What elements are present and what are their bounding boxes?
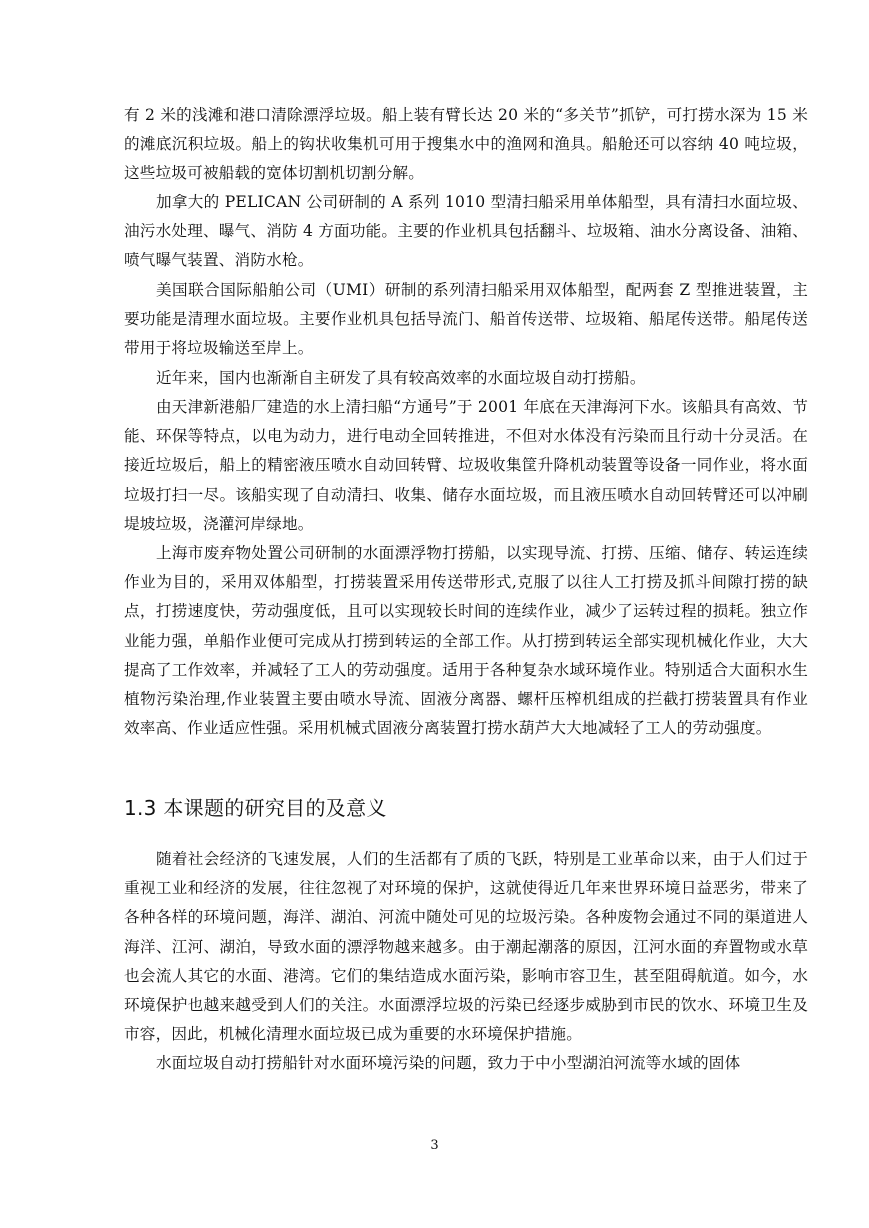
paragraph-4: 近年来，国内也渐渐自主研发了具有较高效率的水面垃圾自动打捞船。 <box>156 369 646 387</box>
section-heading: 1.3 本课题的研究目的及意义 <box>124 796 387 820</box>
paragraph-6: 上海市废弃物处置公司研制的水面漂浮物打捞船，以实现导流、打捞、压缩、储存、转运连续作业为目的，采用双体船型，打捞装置采用传送带形式,克服了以往人工打捞及抓斗间隙打捞的缺点，打捞速度快，劳动强度低，且可以实现较长时间的连续作业，减少了运转过程的损耗。独立作业能力强，单船作业便可完成从打捞到转运的全部工作。从打捞到转运全部实现机械化作业，大大提高了工作效率，并减轻了工人的劳动强度。适用于各种复杂水域环境作业。特别适合大面积水生植物污染治理,作业装置主要由喷水导流、固液分离器、螺杆压榨机组成的拦截打捞装置具有作业效率高、作业适应性强。采用机械式固液分离装置打捞水葫芦大大地减轻了工人的劳动强度。 <box>124 544 808 738</box>
paragraph-3: 美国联合国际船舶公司（UMI）研制的系列清扫船采用双体船型，配两套 Z 型推进装置，主要功能是清理水面垃圾。主要作业机具包括导流门、船首传送带、垃圾箱、船尾传送带。船尾传送带用于将垃圾输送至岸上。 <box>124 281 808 358</box>
paragraph-1: 有 2 米的浅滩和港口清除漂浮垃圾。船上装有臂长达 20 米的“多关节”抓铲，可打捞水深为 15 米的滩底沉积垃圾。船上的钩状收集机可用于搜集水中的渔网和渔具。船舱还可以容纳 40 吨垃圾，这些垃圾可被船载的宽体切割机切割分解。 <box>124 106 808 183</box>
paragraph-2: 加拿大的 PELICAN 公司研制的 A 系列 1010 型清扫船采用单体船型，具有清扫水面垃圾、油污水处理、曝气、消防 4 方面功能。主要的作业机具包括翻斗、垃圾箱、油水分离设备、油箱、喷气曝气装置、消防水枪。 <box>124 193 808 270</box>
paragraph-5: 由天津新港船厂建造的水上清扫船“方通号”于 2001 年底在天津海河下水。该船具有高效、节能、环保等特点，以电为动力，进行电动全回转推进，不但对水体没有污染而且行动十分灵活。在接近垃圾后，船上的精密液压喷水自动回转臂、垃圾收集筐升降机动装置等设备一同作业，将水面垃圾打扫一尽。该船实现了自动清扫、收集、储存水面垃圾，而且液压喷水自动回转臂还可以冲刷堤坡垃圾，浇灌河岸绿地。 <box>124 398 808 533</box>
page-number: 3 <box>430 1138 439 1153</box>
paragraph-8: 水面垃圾自动打捞船针对水面环境污染的问题，致力于中小型湖泊河流等水域的固体 <box>156 1054 741 1072</box>
paragraph-7: 随着社会经济的飞速发展，人们的生活都有了质的飞跃，特别是工业革命以来，由于人们过于重视工业和经济的发展，往往忽视了对环境的保护，这就使得近几年来世界环境日益恶劣，带来了各种各样的环境问题，海洋、湖泊、河流中随处可见的垃圾污染。各种废物会通过不同的渠道进人海洋、江河、湖泊，导致水面的漂浮物越来越多。由于潮起潮落的原因，江河水面的弃置物或水草也会流人其它的水面、港湾。它们的集结造成水面污染，影响市容卫生，甚至阻碍航道。如今，水环境保护也越来越受到人们的关注。水面漂浮垃圾的污染已经逐步威胁到市民的饮水、环境卫生及市容，因此，机械化清理水面垃圾已成为重要的水环境保护措施。 <box>124 850 808 1044</box>
